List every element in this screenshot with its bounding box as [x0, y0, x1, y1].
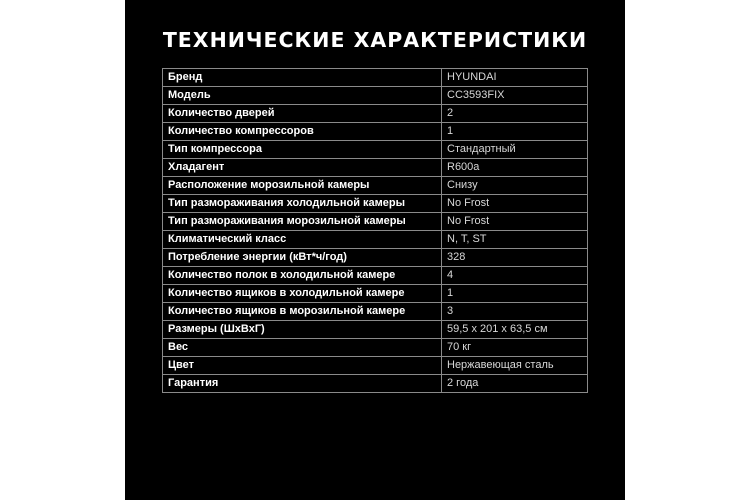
spec-key: Количество компрессоров — [163, 123, 442, 141]
spec-value: N, T, ST — [442, 231, 588, 249]
spec-value: Стандартный — [442, 141, 588, 159]
table-row — [163, 141, 588, 159]
spec-value: 59,5 х 201 х 63,5 см — [442, 321, 588, 339]
spec-key: Расположение морозильной камеры — [163, 177, 442, 195]
spec-value: CC3593FIX — [442, 87, 588, 105]
table-row — [163, 303, 588, 321]
table-row — [163, 123, 588, 141]
spec-value: 1 — [442, 285, 588, 303]
table-row — [163, 231, 588, 249]
spec-value: R600a — [442, 159, 588, 177]
spec-key: Бренд — [163, 69, 442, 87]
spec-key: Вес — [163, 339, 442, 357]
spec-value: No Frost — [442, 213, 588, 231]
table-row — [163, 195, 588, 213]
spec-value: 70 кг — [442, 339, 588, 357]
spec-key: Количество ящиков в холодильной камере — [163, 285, 442, 303]
spec-panel — [125, 0, 625, 500]
spec-key: Тип размораживания морозильной камеры — [163, 213, 442, 231]
spec-value: 1 — [442, 123, 588, 141]
table-row — [163, 105, 588, 123]
spec-key: Цвет — [163, 357, 442, 375]
table-row — [163, 321, 588, 339]
table-row — [163, 159, 588, 177]
spec-value: 2 — [442, 105, 588, 123]
spec-table — [162, 68, 588, 393]
table-row — [163, 249, 588, 267]
spec-value: 4 — [442, 267, 588, 285]
spec-key: Модель — [163, 87, 442, 105]
spec-key: Климатический класс — [163, 231, 442, 249]
table-row — [163, 177, 588, 195]
spec-value: Нержавеющая сталь — [442, 357, 588, 375]
spec-value: 3 — [442, 303, 588, 321]
table-row — [163, 375, 588, 393]
spec-key: Количество дверей — [163, 105, 442, 123]
spec-value: 2 года — [442, 375, 588, 393]
table-row — [163, 357, 588, 375]
spec-value: No Frost — [442, 195, 588, 213]
page-title: ТЕХНИЧЕСКИЕ ХАРАКТЕРИСТИКИ — [162, 28, 588, 52]
spec-key: Количество полок в холодильной камере — [163, 267, 442, 285]
spec-value: HYUNDAI — [442, 69, 588, 87]
spec-key: Хладагент — [163, 159, 442, 177]
spec-key: Размеры (ШхВхГ) — [163, 321, 442, 339]
spec-table-body — [163, 69, 588, 393]
table-row — [163, 87, 588, 105]
table-row — [163, 213, 588, 231]
spec-key: Гарантия — [163, 375, 442, 393]
spec-key: Количество ящиков в морозильной камере — [163, 303, 442, 321]
table-row — [163, 69, 588, 87]
spec-key: Тип размораживания холодильной камеры — [163, 195, 442, 213]
table-row — [163, 267, 588, 285]
spec-value: 328 — [442, 249, 588, 267]
spec-key: Тип компрессора — [163, 141, 442, 159]
table-row — [163, 285, 588, 303]
spec-value: Снизу — [442, 177, 588, 195]
spec-key: Потребление энергии (кВт*ч/год) — [163, 249, 442, 267]
table-row — [163, 339, 588, 357]
